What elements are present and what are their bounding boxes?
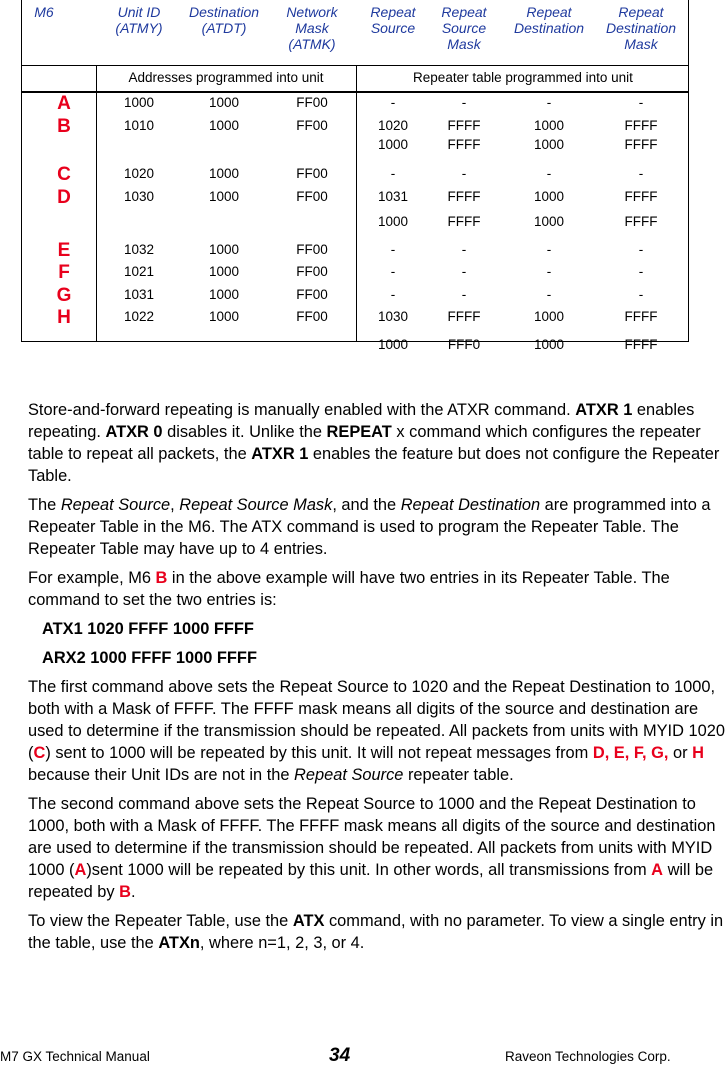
repeater-cell: 1031: [377, 189, 409, 204]
text-run: repeater table.: [403, 766, 514, 784]
column-header-line: Mask: [447, 36, 481, 52]
bold-term: ATX: [292, 912, 325, 930]
column-header: [358, 4, 428, 36]
table-cell: 1010: [123, 118, 155, 133]
repeater-cell: -: [390, 287, 396, 302]
repeater-cell: -: [638, 287, 644, 302]
column-header: [591, 4, 691, 52]
column-header-line: Source: [370, 20, 416, 36]
unit-reference: A: [651, 861, 664, 879]
text-run: enables the feature but does not configure the Repeater Table.: [28, 445, 720, 485]
table-cell: 1030: [123, 189, 155, 204]
text-run: To view the Repeater Table, use the: [28, 912, 293, 930]
repeater-cell: -: [461, 95, 467, 110]
repeater-cell: -: [390, 242, 396, 257]
column-header-line: (ATDT): [201, 20, 247, 36]
footer-manual-title: M7 GX Technical Manual: [0, 1049, 150, 1064]
subheader-repeater: Repeater table programmed into unit: [413, 70, 633, 85]
column-header-line: Destination: [605, 20, 677, 36]
table-cell: 1000: [208, 242, 240, 257]
table-cell: FF00: [296, 166, 328, 181]
text-run: For example, M6: [28, 569, 156, 587]
repeater-cell: FFF0: [447, 337, 481, 352]
repeater-cell: -: [638, 264, 644, 279]
table-cell: 1000: [208, 166, 240, 181]
repeater-cell: FFFF: [447, 137, 481, 152]
column-header-line: Repeat: [370, 4, 416, 20]
repeater-cell: -: [546, 264, 552, 279]
repeater-cell: 1000: [533, 309, 565, 324]
column-header: [272, 4, 352, 52]
paragraph: [28, 910, 725, 954]
column-header: [429, 4, 499, 52]
repeater-cell: FFFF: [624, 137, 658, 152]
italic-term: Repeat Source Mask: [179, 496, 333, 514]
unit-label: G: [56, 285, 72, 306]
repeater-cell: 1000: [533, 189, 565, 204]
repeater-cell: FFFF: [624, 309, 658, 324]
text-run: will be repeated by: [28, 861, 714, 901]
column-header: [99, 4, 179, 36]
header-divider: [22, 65, 688, 66]
repeater-cell: -: [546, 242, 552, 257]
paragraph: [28, 494, 725, 560]
repeater-cell: FFFF: [447, 309, 481, 324]
column-header: [179, 4, 269, 36]
repeater-cell: 1000: [377, 137, 409, 152]
text-run: .: [130, 883, 136, 901]
unit-label: A: [57, 93, 71, 114]
table-cell: 1000: [208, 95, 240, 110]
repeater-cell: 1020: [377, 118, 409, 133]
repeater-cell: -: [546, 166, 552, 181]
unit-reference: H: [692, 744, 704, 762]
text-run: , where n=1, 2, 3, or 4.: [199, 934, 365, 952]
repeater-cell: -: [461, 287, 467, 302]
repeater-cell: -: [638, 95, 644, 110]
text-run: ,: [170, 496, 180, 514]
table-cell: FF00: [296, 95, 328, 110]
column-header-line: Repeat: [441, 4, 487, 20]
column-header-line: (ATMY): [115, 20, 163, 36]
unit-reference: B: [119, 883, 131, 901]
column-header-line: Source: [441, 20, 487, 36]
italic-term: Repeat Source: [294, 766, 404, 784]
table-cell: 1000: [208, 264, 240, 279]
text-run: command, with no parameter. To view a single entry in the table, use the: [28, 912, 724, 952]
column-header-line: Destination: [188, 4, 260, 20]
column-header-line: Repeat: [618, 4, 664, 20]
table-cell: 1000: [208, 189, 240, 204]
text-run: are programmed into a Repeater Table in the M6. The ATX command is used to program the Repeater Table. The Repeater Table may have up to 4 entries.: [28, 496, 711, 558]
repeater-cell: -: [638, 166, 644, 181]
repeater-cell: FFFF: [624, 118, 658, 133]
text-run: The second command above sets the Repeat Source to 1000 and the Repeat Destination to 1000, both with a Mask of FFFF. The FFFF mask means all digits of the source and destination are used to determine if the transmission should be repeated. All packets from units with MYID 1000 (: [28, 795, 716, 879]
repeater-cell: -: [546, 95, 552, 110]
unit-label: F: [58, 262, 70, 283]
paragraph: [28, 676, 725, 786]
unit-reference: B: [155, 569, 168, 587]
text-run: in the above example will have two entries in its Repeater Table. The command to set the two entries is:: [28, 569, 670, 609]
column-header-line: Network: [286, 4, 338, 20]
table-cell: FF00: [296, 118, 328, 133]
text-run: The: [28, 496, 61, 514]
repeater-cell: 1030: [377, 309, 409, 324]
table-cell: FF00: [296, 242, 328, 257]
table-cell: 1021: [123, 264, 155, 279]
bold-term: ATXR 0: [105, 423, 163, 441]
table-cell: 1000: [208, 118, 240, 133]
column-header-line: M6: [34, 4, 54, 20]
unit-reference: A: [74, 861, 87, 879]
unit-label: D: [57, 187, 71, 208]
column-header: [504, 4, 594, 36]
table-cell: FF00: [296, 309, 328, 324]
unit-label: B: [57, 116, 71, 137]
body-text: [28, 399, 725, 961]
repeater-cell: FFFF: [624, 214, 658, 229]
text-run: The first command above sets the Repeat Source to 1020 and the Repeat Destination to 1000, both with a Mask of FFFF. The FFFF mask means all digits of the source and destination are used to determine if the transmission should be repeated. All packets from units with MYID 1020 (: [28, 678, 725, 762]
table-cell: 1022: [123, 309, 155, 324]
column-header: [24, 4, 64, 20]
repeater-cell: FFFF: [447, 214, 481, 229]
table-cell: FF00: [296, 189, 328, 204]
table-cell: FF00: [296, 287, 328, 302]
bold-term: ATXn: [158, 934, 200, 952]
repeater-cell: 1000: [533, 214, 565, 229]
text-run: ) sent to 1000 will be repeated by this unit. It will not repeat messages from: [45, 744, 593, 762]
table-cell: 1000: [208, 287, 240, 302]
column-header-line: Mask: [624, 36, 658, 52]
repeater-cell: -: [390, 166, 396, 181]
bold-term: ATXR 1: [251, 445, 309, 463]
footer-company: Raveon Technologies Corp.: [505, 1049, 671, 1064]
page-footer: [0, 1045, 725, 1067]
repeater-cell: -: [390, 95, 396, 110]
repeater-cell: 1000: [377, 337, 409, 352]
column-header-line: Repeat: [526, 4, 572, 20]
label-column-divider: [96, 65, 97, 341]
repeater-cell: FFFF: [447, 189, 481, 204]
repeater-config-table: [21, 0, 689, 352]
repeater-cell: -: [546, 287, 552, 302]
bold-term: REPEAT: [326, 423, 392, 441]
command-example: ARX2 1000 FFFF 1000 FFFF: [42, 649, 257, 667]
column-header-line: (ATMK): [288, 36, 336, 52]
table-cell: 1000: [123, 95, 155, 110]
unit-reference: C: [33, 744, 46, 762]
text-run: disables it. Unlike the: [162, 423, 327, 441]
table-cell: 1031: [123, 287, 155, 302]
footer-page-number: 34: [329, 1045, 351, 1066]
repeater-cell: FFFF: [447, 118, 481, 133]
subheader-divider: [22, 91, 688, 93]
repeater-cell: 1000: [533, 337, 565, 352]
text-run: , and the: [332, 496, 401, 514]
text-run: Store-and-forward repeating is manually enabled with the ATXR command.: [28, 401, 576, 419]
paragraph: [28, 399, 725, 487]
text-run: because their Unit IDs are not in the: [28, 766, 295, 784]
command-example: ATX1 1020 FFFF 1000 FFFF: [42, 620, 254, 638]
unit-label: C: [57, 164, 71, 185]
repeater-cell: FFFF: [624, 337, 658, 352]
unit-reference: D, E, F, G,: [592, 744, 669, 762]
bold-term: ATXR 1: [575, 401, 633, 419]
table-cell: 1032: [123, 242, 155, 257]
repeater-cell: -: [461, 166, 467, 181]
text-run: or: [668, 744, 693, 762]
repeater-cell: FFFF: [624, 189, 658, 204]
repeater-cell: -: [461, 264, 467, 279]
italic-term: Repeat Source: [60, 496, 171, 514]
unit-label: E: [57, 240, 71, 261]
unit-label: H: [57, 307, 71, 328]
text-run: x command which configures the repeater table to repeat all packets, the: [28, 423, 701, 463]
column-header-line: Mask: [295, 20, 329, 36]
table-cell: 1020: [123, 166, 155, 181]
column-header-line: Destination: [513, 20, 585, 36]
text-run: enables repeating.: [28, 401, 695, 441]
italic-term: Repeat Destination: [400, 496, 541, 514]
repeater-cell: 1000: [533, 137, 565, 152]
repeater-cell: 1000: [533, 118, 565, 133]
repeater-cell: -: [638, 242, 644, 257]
table-cell: FF00: [296, 264, 328, 279]
table-cell: 1000: [208, 309, 240, 324]
subheader-addresses: Addresses programmed into unit: [128, 70, 324, 85]
paragraph: [28, 793, 725, 903]
column-header-line: Unit ID: [117, 4, 161, 20]
repeater-cell: -: [390, 264, 396, 279]
repeater-cell: 1000: [377, 214, 409, 229]
paragraph: [28, 567, 725, 611]
repeater-cell: -: [461, 242, 467, 257]
text-run: )sent 1000 will be repeated by this unit. In other words, all transmissions from: [86, 861, 652, 879]
